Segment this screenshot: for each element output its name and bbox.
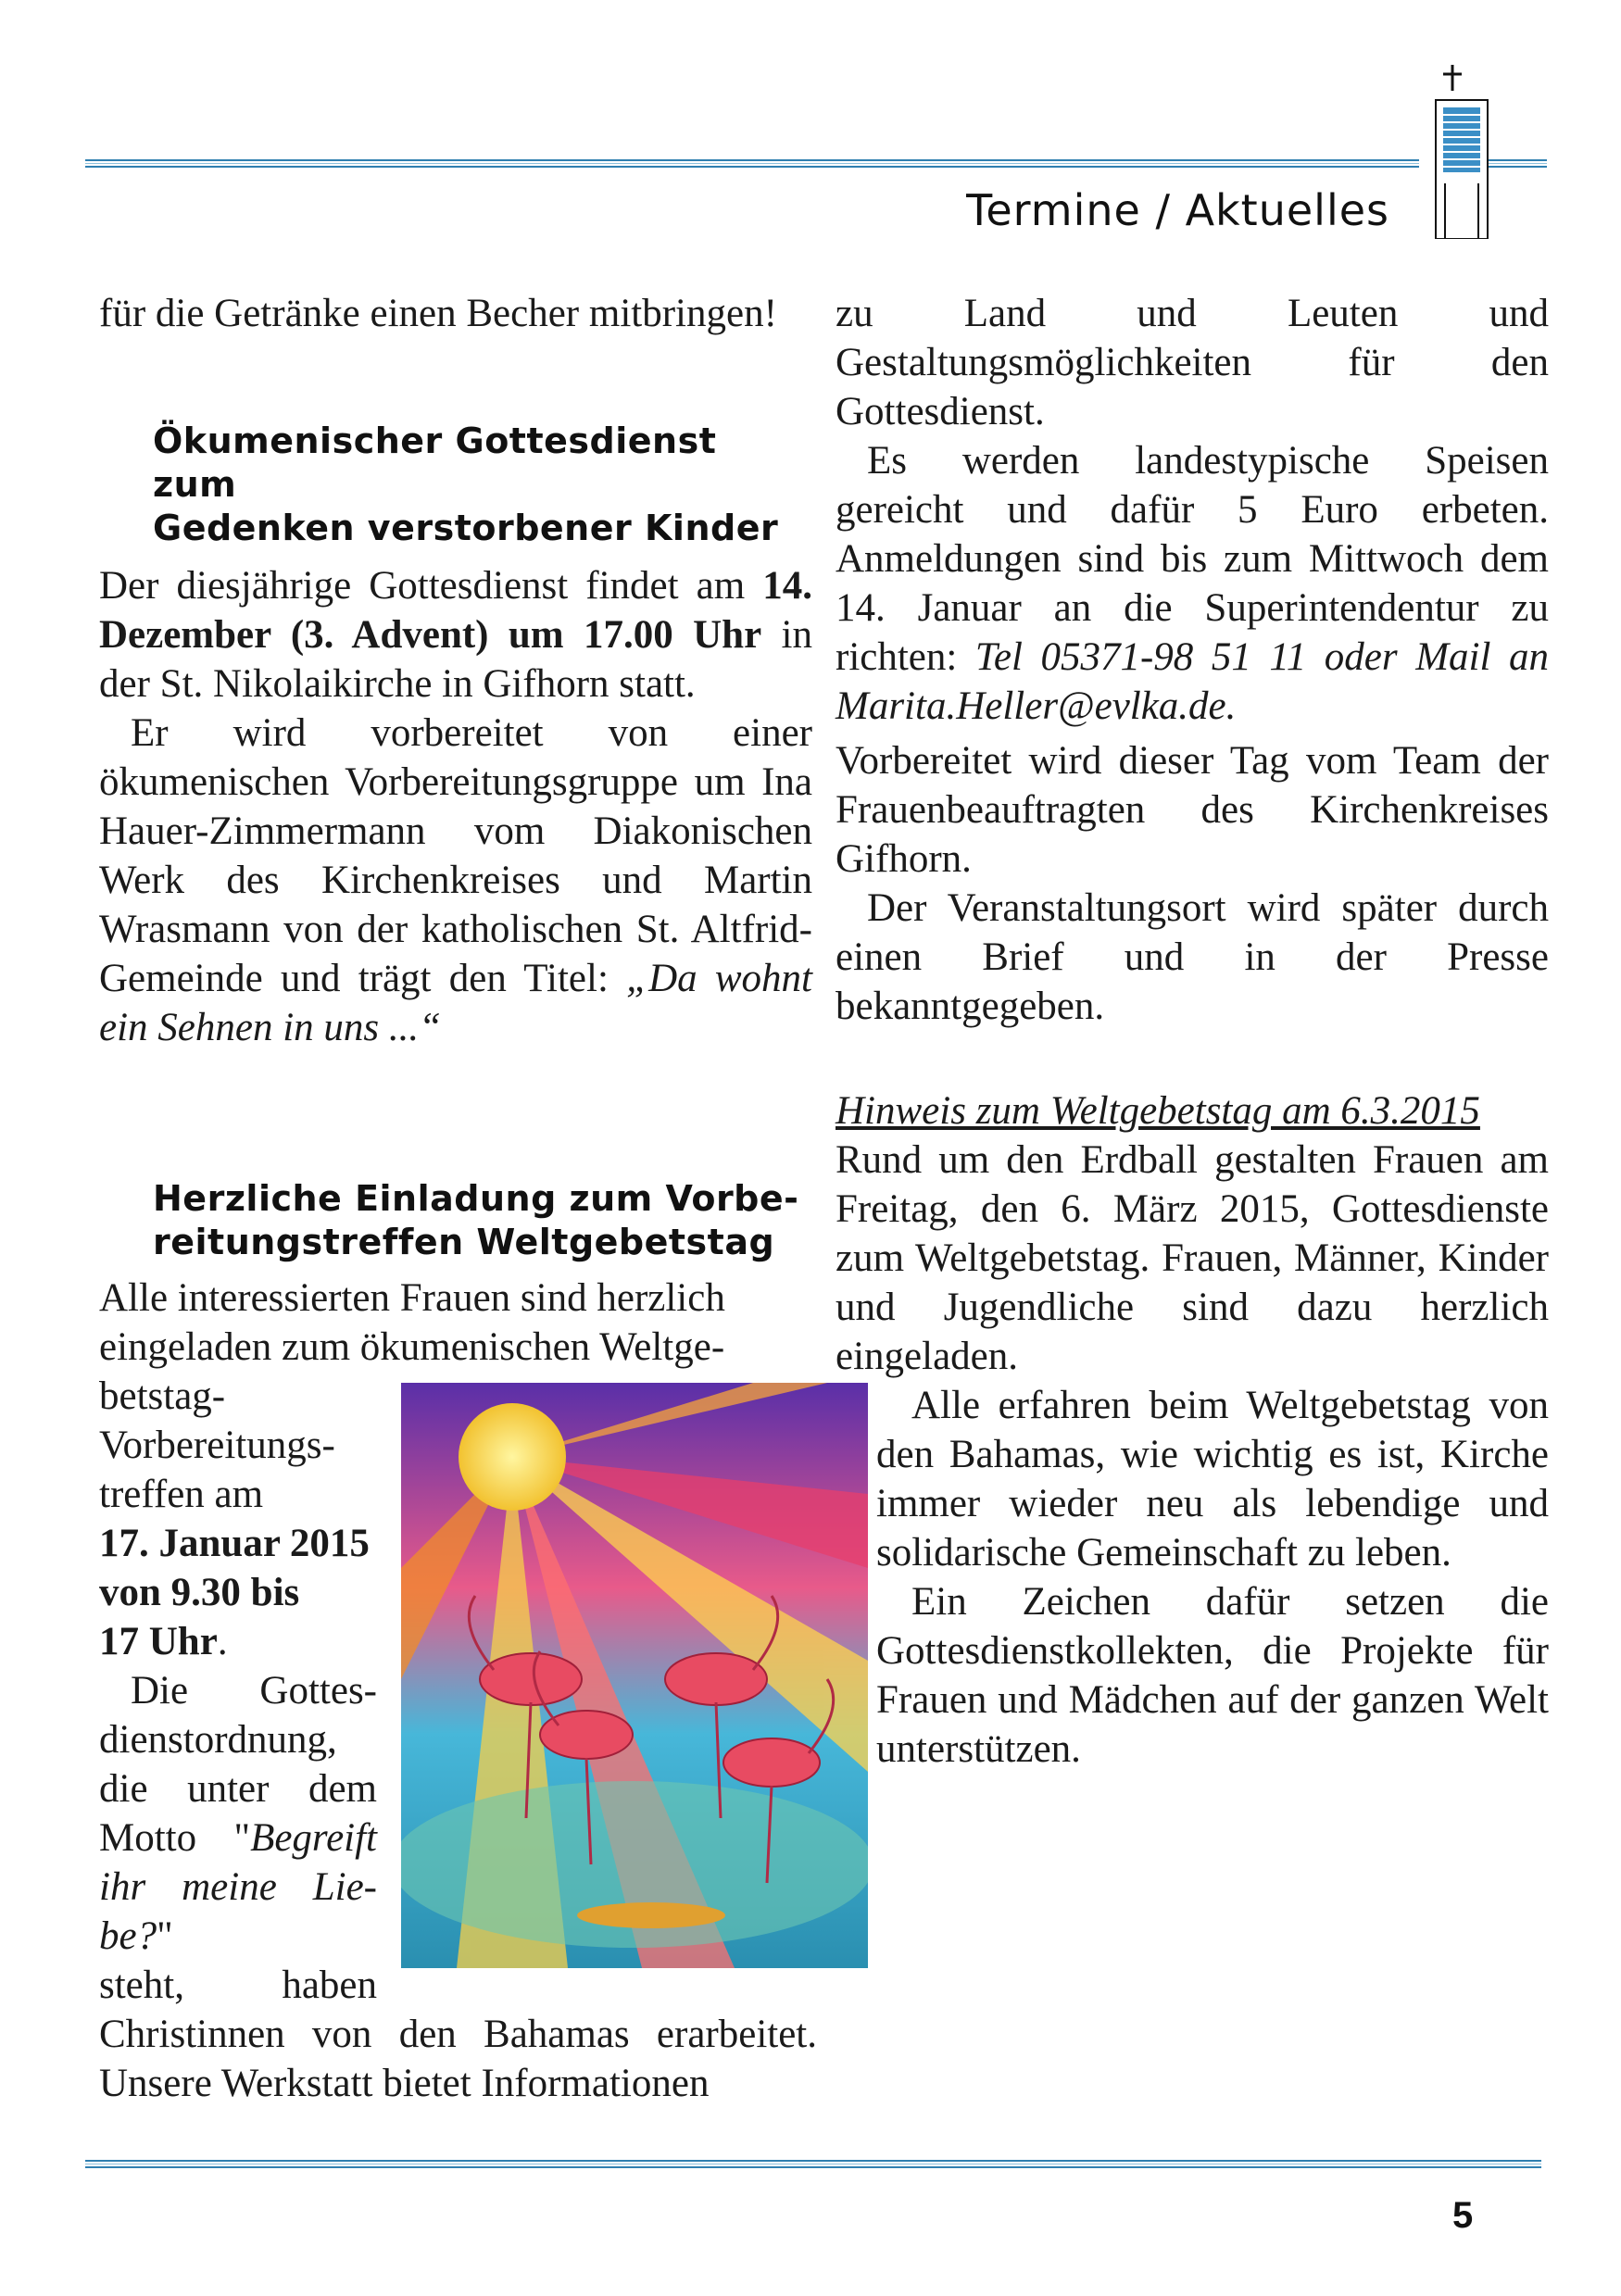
date-highlight: 14. Dezember (3. Advent) um 17.00 Uhr xyxy=(99,564,812,657)
paragraph-christinnen: Christinnen von den Bahamas erarbeitet. Unsere Werkstatt bietet Informationen xyxy=(99,2013,817,2105)
paragraph-gottesdienst-date: Der diesjährige Gottesdienst findet am 14. Dezember (3. Advent) um 17.00 Uhr in der St. Nikolaikirche in Gifhorn statt. xyxy=(99,564,812,706)
paragraph-kollekten: Ein Zeichen dafür setzen die Gottesdienstkollekten, die Projekte für Frauen und Mädchen auf der ganzen Welt unterstützen. xyxy=(876,1580,1549,1771)
service-title: „Da wohnt ein Sehnen in uns ...“ xyxy=(99,957,812,1049)
heading-einladung-1: Herzliche Einladung zum Vorbe- xyxy=(153,1178,799,1219)
paragraph-land-leute: zu Land und Leuten und Gestaltungsmöglichkeiten für den Gottesdienst. xyxy=(836,292,1549,433)
heading-gedenken-2: Gedenken verstorbener Kinder xyxy=(153,508,779,548)
church-tower-icon xyxy=(1434,63,1489,239)
paragraph-vorbereitung: Er wird vorbereitet von einer ökumenischen Vorbereitungsgruppe um Ina Hauer-Zimmermann vom Diakonischen Werk des Kirchenkreises und Martin Wrasmann von der katholischen St. Altfrid-Gemeinde und trägt den Titel: „Da wohnt ein Sehnen in uns ...“ xyxy=(99,711,812,1049)
header-rule xyxy=(85,159,1419,168)
section-title: Termine / Aktuelles xyxy=(966,185,1389,235)
paragraph-anmeldung: Es werden landestypische Speisen gereicht und dafür 5 Euro erbeten. Anmeldungen sind bis zum Mittwoch dem 14. Januar an die Superintendentur zu richten: Tel 05371-98 51 11 oder Mail an Marita.Heller@evlka.de. xyxy=(836,439,1549,728)
heading-gedenken-1: Ökumenischer Gottesdienst zum xyxy=(153,420,717,505)
flamingo-painting-image xyxy=(401,1383,868,1968)
footer-rule xyxy=(85,2160,1541,2168)
page-number: 5 xyxy=(1452,2195,1474,2236)
paragraph-bahamas: Alle erfahren beim Weltgebetstag von den Bahamas, wie wichtig es ist, Kirche immer wieder neu als lebendige und solidarische Gemeinschaft zu leben. xyxy=(876,1384,1549,1575)
paragraph-team: Vorbereitet wird dieser Tag vom Team der Frauenbeauftragten des Kirchenkreises Gifhorn. xyxy=(836,739,1549,881)
paragraph-veranstaltungsort: Der Veranstaltungsort wird später durch einen Brief und in der Presse bekanntgegeben. xyxy=(836,886,1549,1028)
hint-heading: Hinweis zum Weltgebetstag am 6.3.2015 xyxy=(836,1089,1480,1133)
intro-text: für die Getränke einen Becher mitbringen! xyxy=(99,292,777,335)
wrapped-text: betstag- Vorbereitungs- treffen am 17. Januar 2015 von 9.30 bis 17 Uhr. Die Gottes- dienstordnung, die unter dem Motto "Begreift ihr meine Lie- be?" steht, haben xyxy=(99,1374,377,2007)
paragraph-erdball: Rund um den Erdball gestalten Frauen am Freitag, den 6. März 2015, Gottesdienste zum Weltgebetstag. Frauen, Männer, Kinder und Jugendliche sind dazu herzlich eingeladen. xyxy=(836,1138,1549,1378)
right-column xyxy=(836,289,1549,1774)
contact-info: Tel 05371-98 51 11 oder Mail an Marita.Heller@evlka.de. xyxy=(836,635,1549,728)
paragraph-einladung: Alle interessierten Frauen sind herzlich eingeladen zum ökumenischen Weltge- xyxy=(99,1276,725,1369)
heading-einladung-2: reitungstreffen Weltgebetstag xyxy=(153,1222,775,1262)
